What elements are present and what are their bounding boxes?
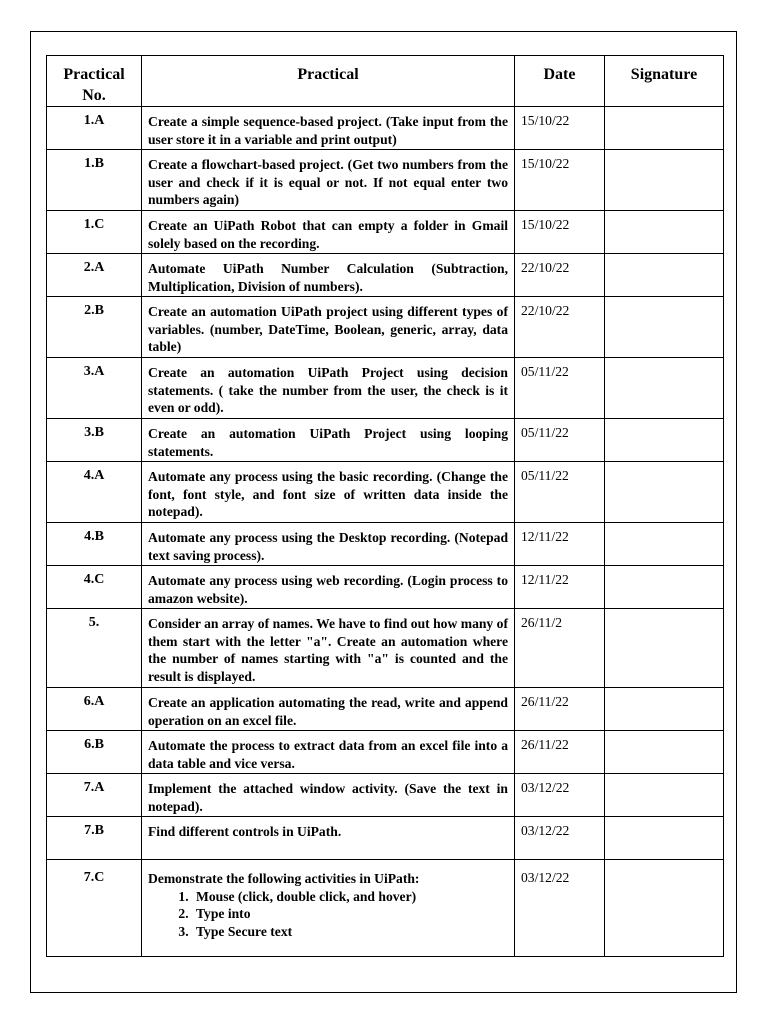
- practical-no: 1.C: [47, 211, 142, 254]
- practical-description: Find different controls in UiPath.: [142, 817, 515, 860]
- practical-date: 03/12/22: [515, 860, 605, 957]
- header-date: Date: [515, 56, 605, 107]
- signature-cell: [605, 817, 724, 860]
- practical-date: 03/12/22: [515, 774, 605, 817]
- practical-date: 26/11/2: [515, 609, 605, 688]
- practical-description: Consider an array of names. We have to find out how many of them start with the letter "a". Create an automation where the number of names starting with "a" is counted and the result is displayed.: [142, 609, 515, 688]
- practicals-table: [46, 55, 724, 957]
- practical-date: 15/10/22: [515, 107, 605, 150]
- practical-description: Automate any process using the Desktop recording. (Notepad text saving process).: [142, 523, 515, 566]
- practical-description: Create an UiPath Robot that can empty a folder in Gmail solely based on the recording.: [142, 211, 515, 254]
- header-practical-no: Practical No.: [47, 56, 142, 107]
- practical-description: Automate any process using the basic recording. (Change the font, font style, and font size of written data inside the notepad).: [142, 462, 515, 523]
- signature-cell: [605, 358, 724, 419]
- practical-description: Automate UiPath Number Calculation (Subtraction, Multiplication, Division of numbers).: [142, 254, 515, 297]
- signature-cell: [605, 523, 724, 566]
- signature-cell: [605, 566, 724, 609]
- signature-cell: [605, 254, 724, 297]
- practical-no: 3.B: [47, 419, 142, 462]
- practical-no: 5.: [47, 609, 142, 688]
- table-row: [47, 150, 724, 211]
- practical-date: 15/10/22: [515, 150, 605, 211]
- practical-no: 2.B: [47, 297, 142, 358]
- practical-no: 4.C: [47, 566, 142, 609]
- signature-cell: [605, 297, 724, 358]
- practical-no: 7.B: [47, 817, 142, 860]
- list-item: 1. Mouse (click, double click, and hover): [192, 888, 508, 906]
- signature-cell: [605, 211, 724, 254]
- table-row-last: [47, 860, 724, 957]
- practical-description: Create an application automating the read, write and append operation on an excel file.: [142, 688, 515, 731]
- practical-no: 7.C: [47, 860, 142, 957]
- table-row: [47, 566, 724, 609]
- signature-cell: [605, 107, 724, 150]
- table-row: [47, 358, 724, 419]
- practical-no: 7.A: [47, 774, 142, 817]
- list-item: 3. Type Secure text: [192, 923, 508, 941]
- signature-cell: [605, 462, 724, 523]
- practical-date: 26/11/22: [515, 731, 605, 774]
- table-row: [47, 254, 724, 297]
- signature-cell: [605, 731, 724, 774]
- list-item: 2. Type into: [192, 905, 508, 923]
- table-row: [47, 107, 724, 150]
- table-row: [47, 817, 724, 860]
- practical-date: 26/11/22: [515, 688, 605, 731]
- table-row: [47, 523, 724, 566]
- practical-no: 1.A: [47, 107, 142, 150]
- practical-description: Create an automation UiPath Project using decision statements. ( take the number from the user, the check is it even or odd).: [142, 358, 515, 419]
- table-row: [47, 688, 724, 731]
- table-row: [47, 419, 724, 462]
- practical-date: 03/12/22: [515, 817, 605, 860]
- practical-description: Create an automation UiPath Project using looping statements.: [142, 419, 515, 462]
- practical-date: 22/10/22: [515, 254, 605, 297]
- signature-cell: [605, 609, 724, 688]
- activities-list: [148, 888, 508, 941]
- practical-description: Create an automation UiPath project using different types of variables. (number, DateTime, Boolean, generic, array, data table): [142, 297, 515, 358]
- table-row: [47, 297, 724, 358]
- practical-date: 05/11/22: [515, 358, 605, 419]
- practical-description: Create a flowchart-based project. (Get two numbers from the user and check if it is equal or not. If not equal enter two numbers again): [142, 150, 515, 211]
- practical-no: 3.A: [47, 358, 142, 419]
- activities-intro: Demonstrate the following activities in UiPath:: [148, 871, 420, 886]
- signature-cell: [605, 419, 724, 462]
- signature-cell: [605, 688, 724, 731]
- practical-no: 4.A: [47, 462, 142, 523]
- practical-date: 12/11/22: [515, 566, 605, 609]
- table-body: [47, 107, 724, 957]
- practical-description: [142, 860, 515, 957]
- table-row: [47, 774, 724, 817]
- signature-cell: [605, 150, 724, 211]
- practical-description: Automate any process using web recording. (Login process to amazon website).: [142, 566, 515, 609]
- table-row: [47, 211, 724, 254]
- header-row: [47, 56, 724, 107]
- practical-no: 6.B: [47, 731, 142, 774]
- practical-date: 05/11/22: [515, 462, 605, 523]
- table-row: [47, 609, 724, 688]
- practical-date: 12/11/22: [515, 523, 605, 566]
- table-row: [47, 462, 724, 523]
- signature-cell: [605, 774, 724, 817]
- practical-description: Implement the attached window activity. (Save the text in notepad).: [142, 774, 515, 817]
- header-practical: Practical: [142, 56, 515, 107]
- header-signature: Signature: [605, 56, 724, 107]
- practical-date: 22/10/22: [515, 297, 605, 358]
- practical-date: 05/11/22: [515, 419, 605, 462]
- practical-no: 6.A: [47, 688, 142, 731]
- practical-no: 1.B: [47, 150, 142, 211]
- practical-date: 15/10/22: [515, 211, 605, 254]
- practical-no: 4.B: [47, 523, 142, 566]
- practical-no: 2.A: [47, 254, 142, 297]
- table-row: [47, 731, 724, 774]
- practical-description: Automate the process to extract data from an excel file into a data table and vice versa.: [142, 731, 515, 774]
- signature-cell: [605, 860, 724, 957]
- practical-description: Create a simple sequence-based project. (Take input from the user store it in a variable and print output): [142, 107, 515, 150]
